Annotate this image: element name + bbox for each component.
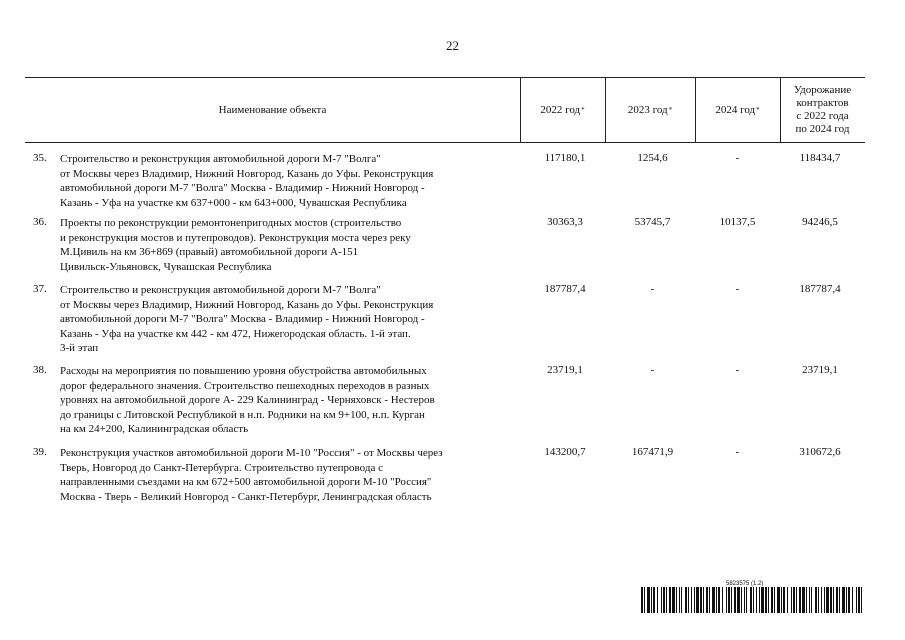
cost-table xyxy=(25,77,865,506)
object-name: Строительство и реконструкция автомобильной дороги М-7 "Волга" от Москвы через Владимир, Нижний Новгород, Казань до Уфы. Реконструкция автомобильной дороги М-7 "Волга" Москва - Владимир - Нижний Новгород - Казань - Уфа на участке км 637+000 - км 643+000, Чувашская Республика xyxy=(60,153,434,209)
table-row xyxy=(25,152,865,210)
value-total: 187787,4 xyxy=(799,283,841,295)
value-2022: 143200,7 xyxy=(544,446,586,458)
value-2022: 30363,3 xyxy=(547,216,583,228)
value-2023: 53745,7 xyxy=(634,216,671,228)
table-row xyxy=(25,446,865,506)
row-number: 38. xyxy=(33,364,47,376)
value-2024: - xyxy=(735,446,740,458)
value-total: 118434,7 xyxy=(799,152,841,164)
value-total: 94246,5 xyxy=(802,216,838,228)
value-2024: - xyxy=(735,152,740,164)
table-row xyxy=(25,216,865,276)
value-total: 23719,1 xyxy=(802,364,838,376)
value-2023: - xyxy=(650,364,655,376)
header-2023-label: 2023 год xyxy=(627,103,668,116)
value-2022: 117180,1 xyxy=(544,152,586,164)
value-2022: 187787,4 xyxy=(544,283,586,295)
value-2023: - xyxy=(650,283,655,295)
value-2024: - xyxy=(735,364,740,376)
header-2022: 2022 год * xyxy=(540,103,585,116)
header-name xyxy=(25,78,520,142)
table-row xyxy=(25,283,865,358)
table-header xyxy=(25,78,865,143)
object-name: Проекты по реконструкции ремонтонепригодных мостов (строительство и реконструкция мостов и путепроводов). Реконструкция моста через реку М.Цивиль на км 36+869 (правый) автомобильной дороги А-151 Цивильск-Ульяновск, Чувашская Республика xyxy=(60,217,411,273)
row-number: 36. xyxy=(33,216,47,228)
header-total: Удорожание контрактов с 2022 года по 2024 год xyxy=(793,84,852,135)
row-number: 37. xyxy=(33,283,47,295)
row-number: 39. xyxy=(33,446,47,458)
barcode-caption: 5823575 (1.2) xyxy=(726,581,764,587)
table-row xyxy=(25,364,865,439)
barcode-image xyxy=(641,587,863,613)
value-total: 310672,6 xyxy=(799,446,841,458)
value-2024: - xyxy=(735,283,740,295)
page-number: 22 xyxy=(446,38,459,53)
header-name-label: Наименование объекта xyxy=(218,103,327,116)
value-2024: 10137,5 xyxy=(719,216,756,228)
row-number: 35. xyxy=(33,152,47,164)
header-2024-label: 2024 год xyxy=(715,103,756,116)
value-2022: 23719,1 xyxy=(547,364,583,376)
object-name: Расходы на мероприятия по повышению уровня обустройства автомобильных дорог федерального значения. Строительство пешеходных переходов в разных уровнях на автомобильной дороге А- 229 Калининград - Черняховск - Нестеров до границы с Литовской Республикой в н.п. Родники на км 9+100, н.п. Курган на км 24+200, Калининградская область xyxy=(60,365,435,436)
header-2022-label: 2022 год xyxy=(540,103,581,116)
value-2023: 1254,6 xyxy=(637,152,668,164)
header-2023: 2023 год * xyxy=(627,103,673,116)
object-name: Реконструкция участков автомобильной дороги М-10 "Россия" - от Москвы через Тверь, Новгород до Санкт-Петербурга. Строительство путепровода с направленными съездами на км 672+500 автомобильной дороги М-10 "Россия" Москва - Тверь - Великий Новгород - Санкт-Петербург, Ленинградская область xyxy=(60,447,443,503)
object-name: Строительство и реконструкция автомобильной дороги М-7 "Волга" от Москвы через Владимир, Нижний Новгород, Казань до Уфы. Реконструкция автомобильной дороги М-7 "Волга" Москва - Владимир - Нижний Новгород - Казань - Уфа на участке км 442 - км 472, Нижегородская область. 1-й этап. 3-й этап xyxy=(60,284,434,355)
header-2024: 2024 год * xyxy=(715,103,760,116)
value-2023: 167471,9 xyxy=(631,446,674,458)
